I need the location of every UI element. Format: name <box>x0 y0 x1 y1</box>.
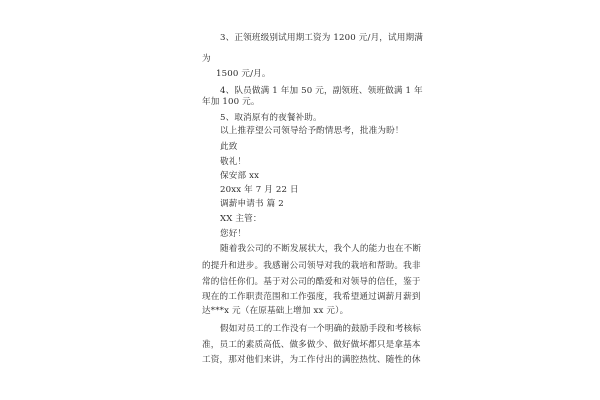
text-line: 准，员工的素质高低、做多做少、做好做坏都只是拿基本 <box>202 340 421 350</box>
text-line: 此致 <box>220 142 238 152</box>
text-line: 您好！ <box>220 229 247 239</box>
text-line: 的提升和进步。我感谢公司领导对我的栽培和帮助。我非 <box>202 261 421 271</box>
text-line: 为 <box>202 54 211 64</box>
text-line: 1500 元/月。 <box>216 69 271 79</box>
text-line: 达***x 元（在原基础上增加 xx 元）。 <box>202 306 349 316</box>
text-line: XX 主管： <box>220 214 262 224</box>
text-line: 随着我公司的不断发展状大，我个人的能力也在不断 <box>220 244 422 254</box>
text-line: 20xx 年 7 月 22 日 <box>220 185 299 195</box>
text-line: 保安部 xx <box>220 171 260 181</box>
text-line: 敬礼！ <box>220 157 247 167</box>
text-line: 假如对员工的工作没有一个明确的鼓励手段和考核标 <box>220 324 422 334</box>
text-line: 3、正领班级别试用期工资为 1200 元/月，试用期满 <box>220 33 424 43</box>
document-heading: 调薪申请书 篇 2 <box>220 199 284 209</box>
text-line: 常的信任你们。基于对公司的酷爱和对领导的信任，鉴于 <box>202 277 421 287</box>
text-line: 以上推荐望公司领导给予酌情思考，批准为盼！ <box>220 126 404 136</box>
text-line: 年加 100 元。 <box>202 97 260 107</box>
text-line: 4、队员做满 1 年加 50 元，副领班、领班做满 1 年 <box>220 86 423 96</box>
text-line: 现在的工作职责范围和工作强度，我希望通过调薪月薪到 <box>202 292 421 302</box>
text-line: 5、取消原有的夜餐补助。 <box>220 113 322 123</box>
text-line: 工资，那对他们来讲，为工作付出的满腔热忱、随性的休 <box>202 355 421 365</box>
